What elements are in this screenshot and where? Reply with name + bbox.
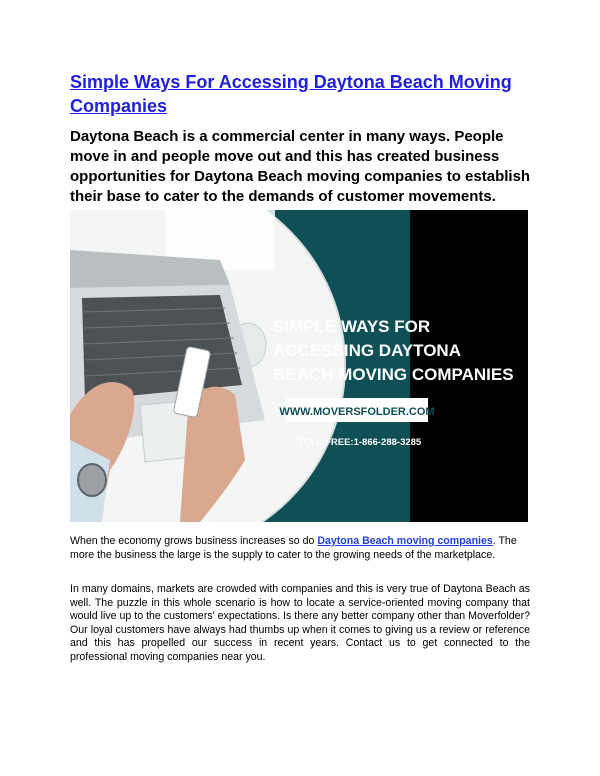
wristwatch-icon [78,464,106,496]
banner-website: WWW.MOVERSFOLDER.COM [279,406,435,418]
banner-headline-line2: ACCESSING DAYTONA [273,341,461,360]
banner-graphic [70,210,528,522]
daytona-moving-companies-link[interactable]: Daytona Beach moving companies [317,535,493,547]
paragraph-domains: In many domains, markets are crowded with companies and this is very true of Daytona Beach as well. The puzzle in this whole scenario is how to locate a service-oriented moving company that would live up to the customers' expectations. Is there any better company other than Moverfolder? Our loyal customers have always had thumbs up when it comes to giving us a review or reference and this has propelled our success in recent years. Contact us to get connected to the professional moving companies near you. [70,583,530,663]
intro-paragraph: Daytona Beach is a commercial center in many ways. People move in and people move out and this has created business opportunities for Daytona Beach moving companies to establish their base to cater to the demands of customer movements. [70,128,531,205]
banner-phone: TOLL FREE:1-866-288-3285 [298,437,422,448]
banner-image [70,210,528,522]
paragraph-economy [70,535,530,562]
paragraph-economy-start: When the economy grows business increases so do [70,535,318,547]
banner-headline-line3: BEACH MOVING COMPANIES [273,365,514,384]
banner-headline-line1: SIMPLE WAYS FOR [273,317,431,336]
paragraph-economy-end: . The more the business the large is the supply to cater to the growing needs of the marketplace. [70,535,517,561]
page-title[interactable]: Simple Ways For Accessing Daytona Beach Moving Companies [70,72,512,116]
